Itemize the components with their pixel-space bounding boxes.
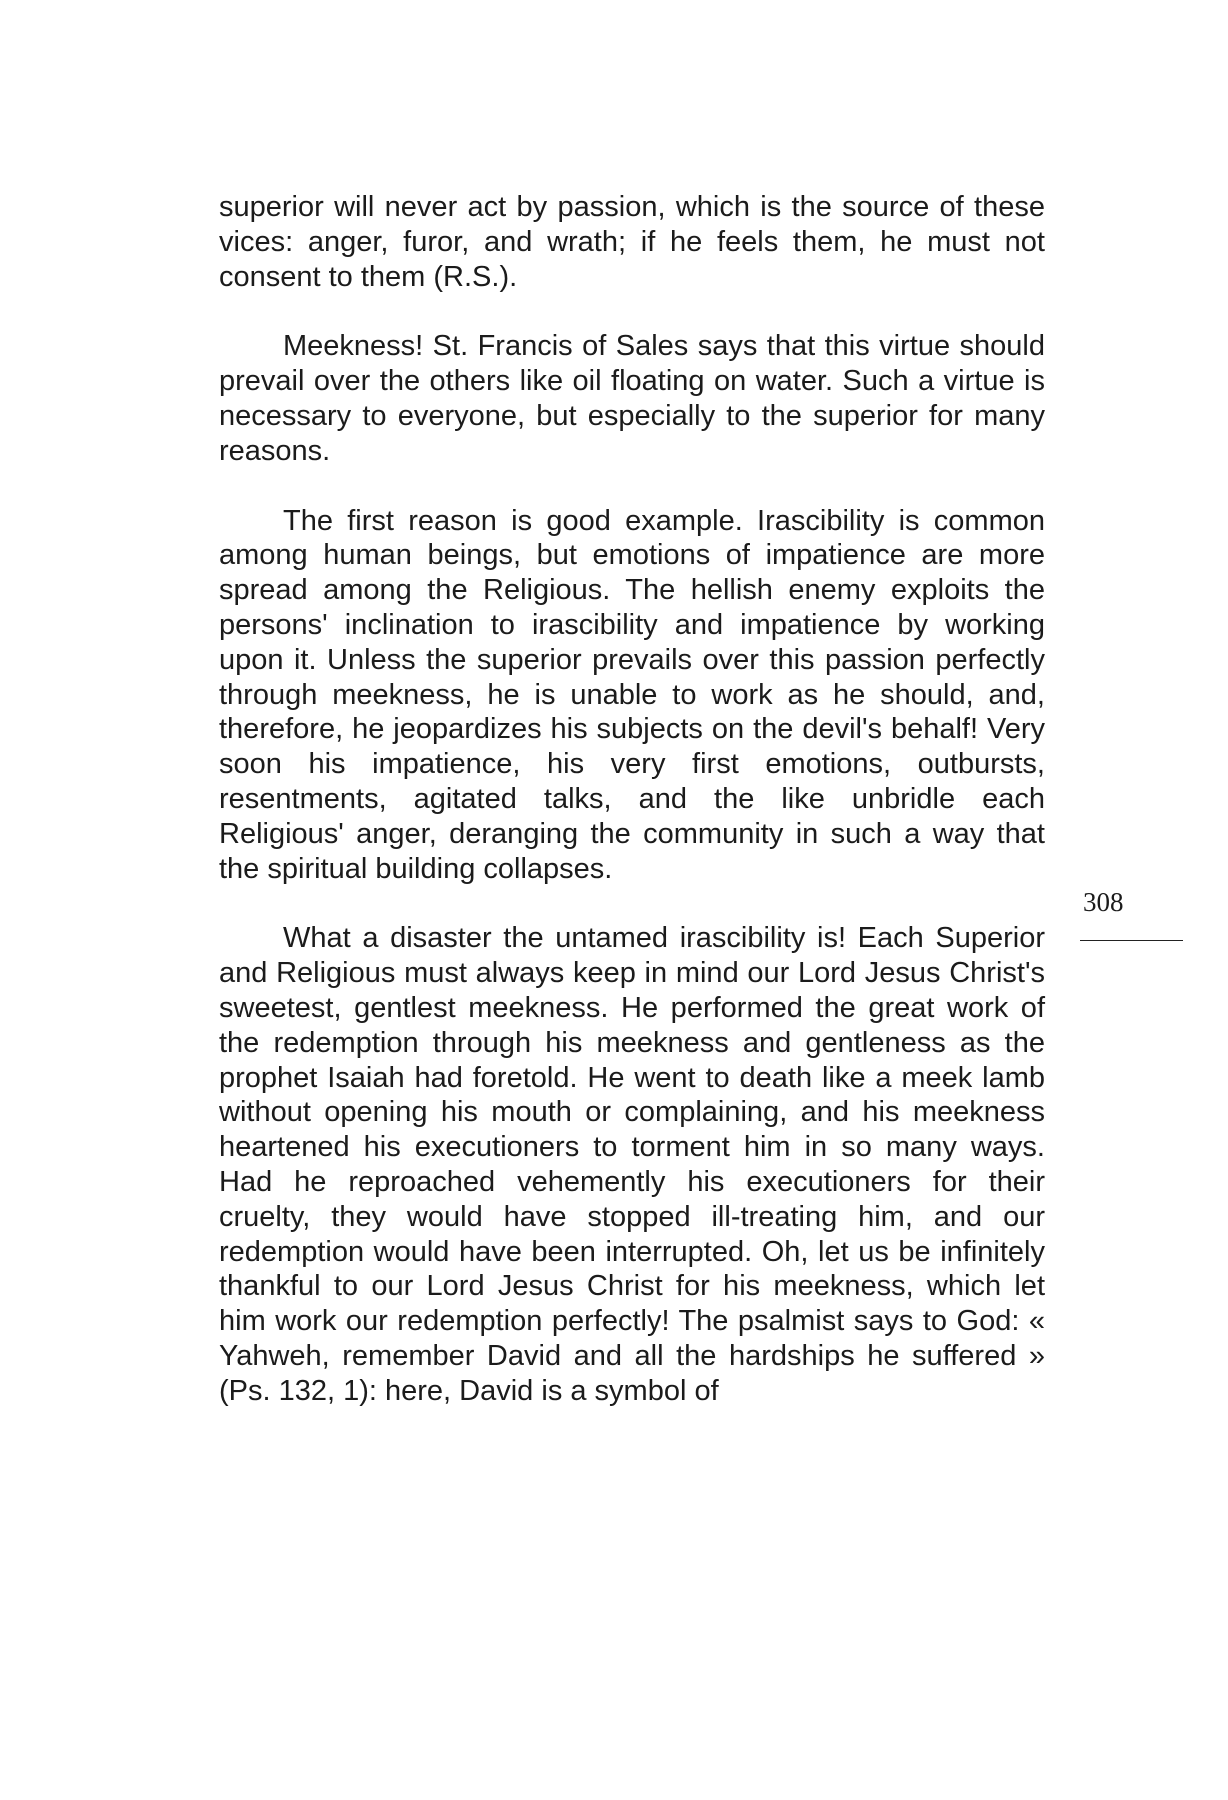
page-number-rule [1080, 940, 1183, 941]
paragraph-1: superior will never act by passion, which is the source of these vices: anger, furor, and wrath; if he feels them, he must not consent to them (R.S.). [219, 191, 1045, 293]
paragraph-4: What a disaster the untamed irascibility is! Each Superior and Religious must always keep in mind our Lord Jesus Christ's sweetest, gentlest meekness. He performed the great work of the redemption through his meekness and gentleness as the prophet Isaiah had foretold. He went to death like a meek lamb without opening his mouth or complaining, and his meekness heartened his executioners to torment him in so many ways. Had he reproached vehemently his executioners for their cruelty, they would have stopped ill-treating him, and our redemption would have been interrupted. Oh, let us be infinitely thankful to our Lord Jesus Christ for his meekness, which let him work our redemption perfectly! The psalmist says to God: « Yahweh, remember David and all the hardships he suffered » (Ps. 132, 1): here, David is a symbol of [219, 922, 1045, 1407]
page-number: 308 [1083, 887, 1124, 917]
body-text [219, 190, 1045, 1409]
paragraph-3: The first reason is good example. Irascibility is common among human beings, but emotions of impatience are more spread among the Religious. The hellish enemy exploits the persons' inclination to irascibility and impatience by working upon it. Unless the superior prevails over this passion perfectly through meekness, he is unable to work as he should, and, therefore, he jeopardizes his subjects on the devil's behalf! Very soon his impatience, his very first emotions, outbursts, resentments, agitated talks, and the like unbridle each Religious' anger, deranging the community in such a way that the spiritual building collapses. [219, 504, 1045, 885]
paragraph-2: Meekness! St. Francis of Sales says that this virtue should prevail over the others like oil floating on water. Such a virtue is necessary to everyone, but especially to the superior for many reasons. [219, 330, 1045, 467]
